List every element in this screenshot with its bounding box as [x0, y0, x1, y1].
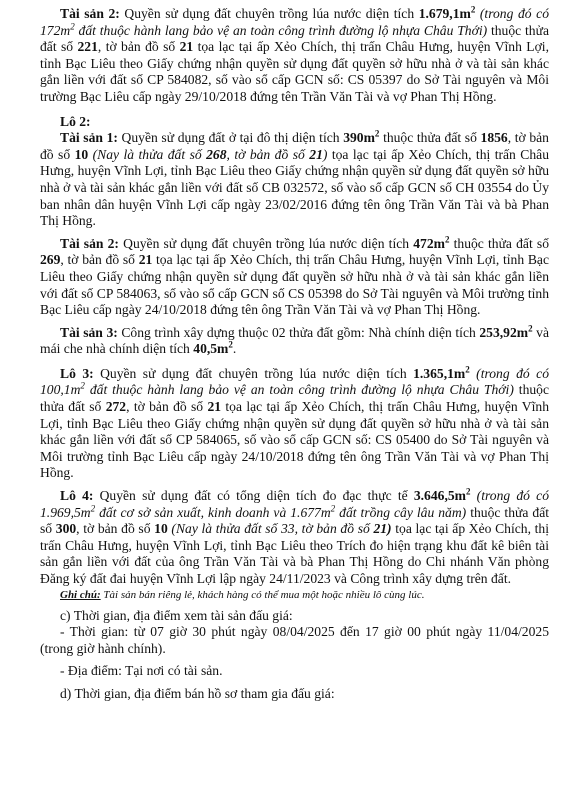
plot-number: 1856 [480, 130, 508, 146]
section-d-heading: d) Thời gian, địa điểm bán hồ sơ tham gia đấu giá: [60, 685, 335, 701]
map-number: 21 [138, 252, 153, 268]
area-value: 472m [413, 235, 445, 251]
viewing-place: - Địa điểm: Tại nơi có tài sản. [60, 663, 223, 679]
note-label: Ghi chú: [60, 588, 101, 601]
section-c-heading: c) Thời gian, địa điểm xem tài sản đấu giá: [60, 607, 293, 623]
plot-number: 300 [55, 521, 77, 537]
map-number: 10 [74, 146, 89, 162]
asset-label: Tài sản 2: [60, 235, 119, 251]
lot-label: Lô 4: [60, 488, 94, 504]
note-paragraph: Ghi chú: Tài sản bán riêng lẻ, khách hàng có thể mua một hoặc nhiều lô cùng lúc. [60, 588, 425, 601]
viewing-time: - Thời gian: từ 07 giờ 30 phút ngày 08/04/2025 đến 17 giờ 00 phút ngày 11/04/2025 (trong giờ hành chính). [40, 624, 549, 656]
area-value: 253,92m [479, 324, 529, 340]
lot2-asset2-paragraph: Tài sản 2: Quyền sử dụng đất chuyên trồng lúa nước diện tích $472m^2$ thuộc thửa đất số 269, tờ bản đồ số 21 tọa lạc tại ấp Xẻo Chích, thị trấn Châu Hưng, huyện Vĩnh Lợi, tỉnh Bạc Liêu theo Giấy chứng nhận quyền sử dụng đất quyền sở hữu nhà ở và tài sản khác gắn liền với đất số CP 584063, số vào sổ cấp GCN số CS 05398 do Sở Tài nguyên và Môi trường tỉnh Bạc Liêu cấp ngày 24/10/2018 đứng tên ông Trần Văn Tài và vợ Phan Thị Hồng. [40, 234, 549, 318]
map-number: 10 [154, 521, 168, 537]
lot2-asset3-paragraph: Tài sản 3: Công trình xây dựng thuộc 02 thửa đất gồm: Nhà chính diện tích $253,92m^2$ và mái che nhà chính diện tích $40,5m^2$. [40, 323, 549, 357]
area-value: 3.646,5m [413, 488, 466, 504]
asset-label: Tài sản 2: [60, 6, 120, 21]
lot4-paragraph: Lô 4: Quyền sử dụng đất có tổng diện tích đo đạc thực tế $3.646,5m^2$ (trong đó có $1.969,5m^2$ đất cơ sở sản xuất, kinh doanh và $1.677m^2$ đất trồng cây lâu năm) thuộc thửa đất số 300, tờ bản đồ số 10 (Nay là thửa đất số 33, tờ bản đồ số 21) tọa lạc tại ấp Xẻo Chích, thị trấn Châu Hưng, huyện Vĩnh Lợi, tỉnh Bạc Liêu theo Trích đo hiện trạng khu đất kê biên tài sản gắn liền với đất của ông Trần Văn Tài và bà Phan Thị Hồng do Chi nhánh Văn phòng Đăng ký đất đai huyện Vĩnh Lợi lập ngày 24/11/2023 và Công trình xây dựng trên đất. [40, 486, 550, 586]
plot-number: 272 [105, 399, 127, 415]
asset-label: Tài sản 1: [60, 130, 118, 146]
map-number: 21 [179, 39, 194, 55]
area-value: 1.679,1m [418, 6, 471, 21]
lot2-asset1-paragraph: Tài sản 1: Quyền sử dụng đất ở tại đô thị diện tích $390m^2$ thuộc thửa đất số 1856, tờ bản đồ số 10 (Nay là thửa đất số 268, tờ bản đồ số 21) tọa lạc tại ấp Xẻo Chích, thị trấn Châu Hưng, huyện Vĩnh Lợi, tỉnh Bạc Liêu theo Giấy chứng nhận quyền sử dụng đất quyền sở hữu nhà ở và tài sản khác gắn liền với đất số CB 032572, số vào sổ cấp GCN số CH 03554 do Ủy ban nhân dân huyện Vĩnh Lợi cấp ngày 23/02/2016 đứng tên ông Trần Văn Tài và bà Phan Thị Hồng. [40, 128, 549, 229]
lot3-paragraph: Lô 3: Quyền sử dụng đất chuyên trồng lúa nước diện tích $1.365,1m^2$ (trong đó có $100,1m^2$ đất thuộc hành lang bảo vệ an toàn công trình đường lộ nhựa Châu Thới) thuộc thửa đất số 272, tờ bản đồ số 21 tọa lạc tại ấp Xẻo Chích, thị trấn Châu Hưng, huyện Vĩnh Lợi, tỉnh Bạc Liêu theo Giấy chứng nhận quyền sử dụng đất quyền sở hữu nhà ở và tài sản khác gắn liền với đất số CP 584065, số vào sổ cấp GCN số: CS 05400 do Sở Tài nguyên và Môi trường tỉnh Bạc Liêu cấp ngày 24/10/2018 đứng tên ông Trần Văn Tài và vợ Phan Thị Hồng. [40, 364, 550, 481]
area-value: 40,5m [193, 341, 229, 357]
lot2-heading: Lô 2: [60, 113, 91, 129]
map-number: 21 [207, 399, 222, 415]
area-value: 390m [343, 130, 375, 146]
lot-label: Lô 3: [60, 365, 94, 381]
plot-number: 269 [40, 252, 61, 268]
area-value: 1.365,1m [413, 365, 466, 381]
asset-label: Tài sản 3: [60, 324, 118, 340]
plot-number: 221 [77, 39, 98, 55]
lot1-asset2-paragraph: Tài sản 2: Quyền sử dụng đất chuyên trồng lúa nước diện tích $1.679,1m^2$ (trong đó có $172m^2$ đất thuộc hành lang bảo vệ an toàn công trình đường lộ nhựa Châu Thới) thuộc thửa đất số 221, tờ bản đồ số 21 tọa lạc tại ấp Xẻo Chích, thị trấn Châu Hưng, huyện Vĩnh Lợi, tỉnh Bạc Liêu theo Giấy chứng nhận quyền sử dụng đất quyền sở hữu nhà ở và tài sản khác gắn liền với đất số CP 584082, số vào sổ cấp GCN số: CS 05397 do Sở Tài nguyên và Môi trường Bạc Liêu cấp ngày 29/10/2018 đứng tên Trần Văn Tài và vợ Phan Thị Hồng. [40, 4, 549, 104]
